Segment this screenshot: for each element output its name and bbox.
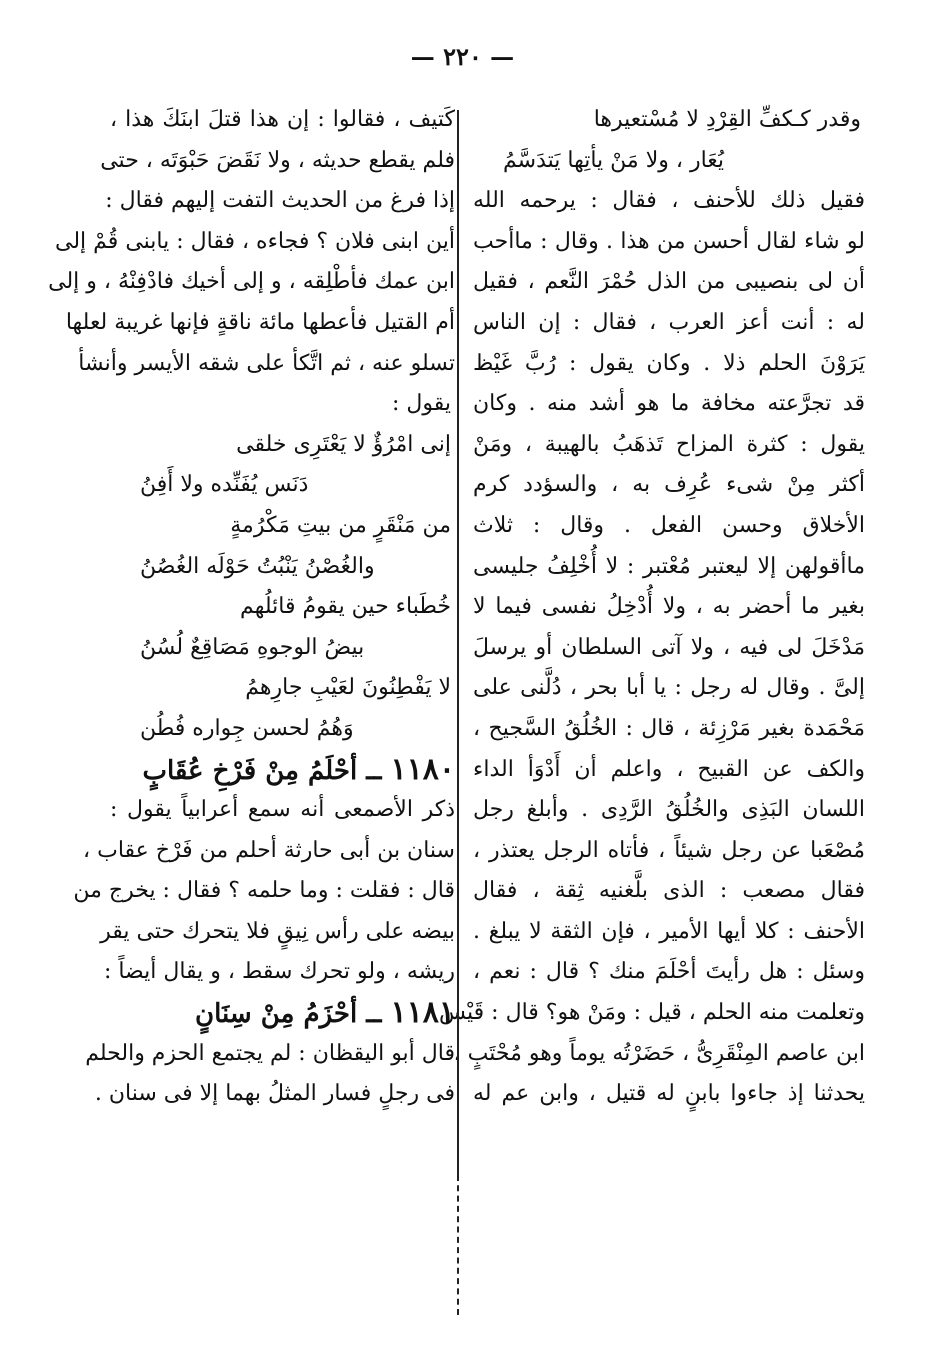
right-column-text-line: لو شاء لقال أحسن من هذا . وقال : ماأحب [473,228,865,254]
left-column-text-line: فى رجلٍ فسار المثلُ بهما إلا فى سنان . [94,1081,455,1107]
left-column-text-line: سنان بن أبى حارثة أحلم من فَرْخ عقاب ، [83,837,455,863]
left-column-text-line: إذا فرغ من الحديث التفت إليهم فقال : [105,188,455,214]
left-column-verse-line: إنى امْرُؤٌ لا يَعْتَرِى خلقى [236,431,451,457]
left-column-verse-line: يقول : [391,391,451,417]
left-text-column [48,100,455,1115]
left-column-text-line: بيضه على رأس نِيقٍ فلا يتحرك حتى يقر [100,918,455,944]
right-column-text-line: الأحنف : كلا أيها الأمير ، فإن الثقة لا يبلغ . [473,918,865,944]
right-column-text-line: له : أنت أعز العرب ، فقال : إن الناس [473,309,865,335]
right-column-text-line: فقال مصعب : الذى بلَّغنيه ثِقة ، فقال [473,878,865,904]
left-column-text-line: قال أبو اليقظان : لم يجتمع الحزم والحلم [85,1040,455,1066]
right-column-text-line: إلىَّ . وقال له رجل : يا أبا بحر ، دُلَّنى على [473,675,865,701]
left-column-verse-line: لا يَفْطِنُونَ لعَيْبِ جارِهمُ [245,675,451,701]
right-column-text-line: والكف عن القبيح ، واعلم أن أَدْوَأ الداء [473,756,865,782]
right-column-text-line: الأخلاق وحسن الفعل . وقال : ثلاث [473,512,865,538]
proverb-number: ١١٨٠ [390,751,455,787]
column-divider [457,110,459,1175]
right-column-text-line: قد تجرَّعته مخافة ما هو أشد منه . وكان [473,391,865,417]
right-column-verse-line: وقدر كـكفِّ القِرْدِ لا مُسْتعيرها [593,107,861,132]
right-column-text-line: أكثر مِنْ شىء عُرِف به ، والسؤدد كرم [473,472,865,498]
left-column-verse-line: بيضُ الوجوهِ مَصَاقِعٌ لُسُنُ [140,634,365,660]
left-column-verse-line: دَنَس يُفَنِّده ولا أَفِنُ [140,472,309,498]
right-column-text-line: يقول : كثرة المزاح تَذهَبُ بالهيبة ، ومَنْ [473,431,865,457]
left-column-text-line: ذكر الأصمعى أنه سمع أعرابياً يقول : [110,797,455,823]
right-column-text-line: ماأقولهن إلا ليعتبر مُعْتبر : لا أُخْلِفُ جليسى [473,553,865,579]
right-column-text-line: بغير ما أحضر به ، ولا أُدْخِلُ نفسى فيما لا [473,594,865,620]
left-column-verse-line: والغُصْنُ يَنْبُتُ حَوْلَه الغُصُنُ [140,553,375,579]
proverb-heading [110,750,455,791]
right-column-text-line: أن لى بنصيبى من الذل حُمْرَ النَّعم ، فقيل [473,269,865,295]
right-column-text-line: وتعلمت منه الحلم ، قيل : ومَنْ هو؟ قال : قَيْس [438,1000,865,1026]
left-column-verse-line: وَهُمُ لحسن جِواره فُطُن [140,715,354,741]
left-column-text-line: كَتيف ، فقالوا : إن هذا قتلَ ابنَكَ هذا ، [110,107,455,132]
right-column-text-line: فقيل ذلك للأحنف ، فقال : يرحمه الله [473,188,865,214]
right-column-text-line: اللسان البَذِى والخُلُقُ الرَّدِى . وأبلغ رجل [473,797,865,823]
right-column-text-line: يحدثنا إذ جاءوا بابنٍ له قتيل ، وابن عم له [473,1081,865,1107]
page-number: — ٢٢٠ — [410,42,515,71]
left-column-text-line: ريشه ، ولو تحرك سقط ، و يقال أيضاً : [103,959,455,985]
proverb-number: ١١٨١ [390,995,455,1031]
left-column-text-line: فلم يقطع حديثه ، ولا نَقَضَ حَبْوَتَه ، حتى [100,147,455,173]
right-column-text-line: يَرَوْنَ الحلم ذلا . وكان يقول : رُبَّ غَيْظ [473,350,865,376]
left-column-text-line: قال : فقلت : وما حلمه ؟ فقال : يخرج من [73,878,455,904]
left-column-text-line: ابن عمك فأطْلِقه ، و إلى أخيك فادْفِنْهُ ، و إلى [48,269,455,295]
right-column-text-line: مَحْمَدة بغير مَرْزِئة ، قال : الخُلُقُ السَّجيح ، [473,715,865,741]
left-column-text-line: تسلو عنه ، ثم اتَّكأ على شقه الأيسر وأنشأ [78,350,455,376]
left-column-verse-line: خُطَباء حين يقومُ قائلُهم [240,594,451,620]
left-column-verse-line: من مَنْقَرٍ من بيتِ مَكْرُمةٍ [230,512,451,538]
left-column-text-line: أم القتيل فأعطها مائة ناقةٍ فإنها غريبة لعلها [65,309,455,335]
right-column-text-line: ابن عاصم المِنْقَرِىُّ ، حَضَرْتُه يوماً وهو مُحْتَبٍ ، [453,1040,865,1066]
proverb-title: ــ أحْزَمُ مِنْ سِنَانٍ [195,999,391,1030]
proverb-title: ــ أحْلَمُ مِنْ فَرْخِ عُقَابٍ [142,755,391,786]
right-column-text-line: مَدْخَلَ لى فيه ، ولا آتى السلطان أو يرسلَ [473,634,865,660]
left-column-text-line: أين ابنى فلان ؟ فجاءه ، فقال : يابنى قُمْ إلى [55,228,455,254]
right-column-text-line: وسئل : هل رأيتَ أحْلَمَ منك ؟ قال : نعم ، [473,959,865,985]
proverb-heading [110,993,455,1034]
right-text-column [438,100,865,1115]
right-column-text-line: مُصْعَبا عن رجل شيئاً ، فأتاه الرجل يعتذر ، [473,837,865,863]
column-divider-dashed [457,1175,459,1315]
right-column-verse-line: يُعَار ، ولا مَنْ يأتِها يَتدَسَّمُ [503,147,725,173]
